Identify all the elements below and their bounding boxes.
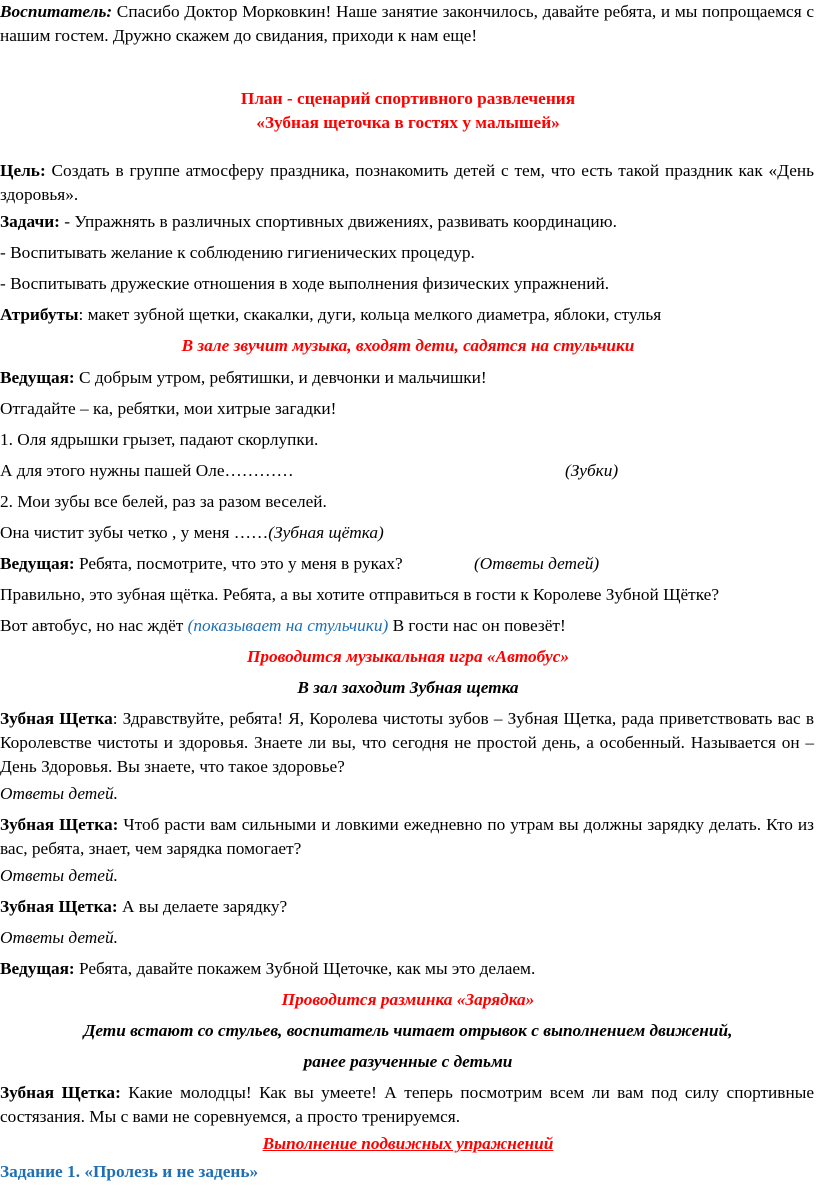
stage-direction-learned: ранее разученные с детьми: [303, 1052, 513, 1071]
riddle-1-line-2: [0, 459, 814, 483]
host-text: Ребята, посмотрите, что это у меня в руках?: [74, 554, 403, 573]
riddle-2-text: Она чистит зубы четко , у меня ……: [0, 523, 269, 542]
attributes-text: : макет зубной щетки, скакалки, дуги, кольца мелкого диаметра, яблоки, стулья: [78, 305, 662, 324]
children-answers-3: Ответы детей.: [0, 928, 118, 947]
host-show: [0, 957, 814, 981]
host-text: С добрым утром, ребятишки, и девчонки и мальчишки!: [74, 368, 487, 387]
brush-greeting: [0, 707, 814, 779]
stage-direction-exercises: Выполнение подвижных упражнений: [262, 1134, 554, 1153]
riddle-intro: Отгадайте – ка, ребятки, мои хитрые загадки!: [0, 399, 337, 418]
riddle-2-line-1: 2. Мои зубы все белей, раз за разом веселей.: [0, 492, 327, 511]
host-label: Ведущая:: [0, 368, 75, 387]
riddle-2-line-2: [0, 521, 814, 545]
children-answers-2: Ответы детей.: [0, 866, 118, 885]
plan-title-line1: План - сценарий спортивного развлечения: [240, 89, 576, 108]
plan-title-line2: «Зубная щеточка в гостях у малышей»: [256, 113, 560, 132]
tasks-text: - Упражнять в различных спортивных движениях, развивать координацию.: [59, 212, 617, 231]
attributes-paragraph: [0, 303, 814, 327]
paragraph-text: Спасибо Доктор Морковкин! Наше занятие закончилось, давайте ребята, и мы попрощаемся с нашим гостем. Дружно скажем до свидания, приходи к нам еще!: [0, 2, 814, 45]
host-label: Ведущая:: [0, 959, 75, 978]
riddle-1-line-1: 1. Оля ядрышки грызет, падают скорлупки.: [0, 430, 319, 449]
brush-text: А вы делаете зарядку?: [117, 897, 288, 916]
stage-direction-music: В зале звучит музыка, входят дети, садятся на стульчики: [181, 336, 635, 355]
bus-text-after: В гости нас он повезёт!: [388, 616, 566, 635]
tasks-label: Задачи:: [0, 212, 60, 231]
children-answers-note: (Ответы детей): [474, 554, 600, 573]
riddle-1-answer: (Зубки): [565, 461, 619, 480]
brush-text: Чтоб расти вам сильными и ловкими ежедневно по утрам вы должны зарядку делать. Кто из вас, ребята, знает, чем зарядка помогает?: [0, 815, 815, 858]
brush-text: Какие молодцы! Как вы умеете! А теперь посмотрим всем ли вам под силу спортивные состязания. Мы с вами не соревнуемся, а просто тренируемся.: [0, 1083, 814, 1126]
brush-text: : Здравствуйте, ребята! Я, Королева чистоты зубов – Зубная Щетка, рада приветствовать вас в Королевстве чистоты и здоровья. Знаете ли вы, что сегодня не простой день, а особенный. Называется он – День Здоровья. Вы знаете, что такое здоровье?: [0, 709, 814, 776]
brush-label: Зубная Щетка:: [0, 897, 118, 916]
speaker-label: Воспитатель:: [0, 2, 113, 21]
goal-text: Создать в группе атмосферу праздника, познакомить детей с тем, что есть такой праздник как «День здоровья».: [0, 161, 814, 204]
riddle-1-text: А для этого нужны пашей Оле…………: [0, 461, 294, 480]
task-1-heading: Задание 1. «Пролезь и не задень»: [0, 1162, 259, 1181]
bus-line: [0, 614, 814, 638]
riddle-2-answer: (Зубная щётка): [268, 523, 384, 542]
brush-question: [0, 895, 814, 919]
host-question: [0, 552, 814, 576]
attributes-label: Атрибуты: [0, 305, 79, 324]
host-greeting: [0, 366, 814, 390]
goal-label: Цель:: [0, 161, 46, 180]
stage-direction-children-stand: Дети встают со стульев, воспитатель читает отрывок с выполнением движений,: [83, 1021, 733, 1040]
stage-direction-warmup: Проводится разминка «Зарядка»: [281, 990, 535, 1009]
host-label: Ведущая:: [0, 554, 75, 573]
host-text: Ребята, давайте покажем Зубной Щеточке, как мы это делаем.: [74, 959, 536, 978]
stage-direction-bus-game: Проводится музыкальная игра «Автобус»: [246, 647, 570, 666]
host-correct-line: Правильно, это зубная щётка. Ребята, а вы хотите отправиться в гости к Королеве Зубной Щётке?: [0, 585, 720, 604]
brush-label: Зубная Щетка:: [0, 1083, 121, 1102]
brush-label: Зубная Щетка:: [0, 815, 119, 834]
stage-direction-brush-enters: В зал заходит Зубная щетка: [297, 678, 519, 697]
tasks-item-2: - Воспитывать желание к соблюдению гигиенических процедур.: [0, 243, 475, 262]
brush-exercise: [0, 813, 814, 861]
goal-paragraph: [0, 159, 814, 207]
bus-text-before: Вот автобус, но нас ждёт: [0, 616, 188, 635]
brush-label: Зубная Щетка: [0, 709, 113, 728]
tasks-item-3: - Воспитывать дружеские отношения в ходе выполнения физических упражнений.: [0, 274, 610, 293]
paragraph-teacher-farewell: [0, 0, 814, 48]
brush-competition: [0, 1081, 814, 1129]
children-answers-1: Ответы детей.: [0, 784, 118, 803]
tasks-paragraph: [0, 210, 814, 234]
bus-stage-note: (показывает на стульчики): [187, 616, 389, 635]
